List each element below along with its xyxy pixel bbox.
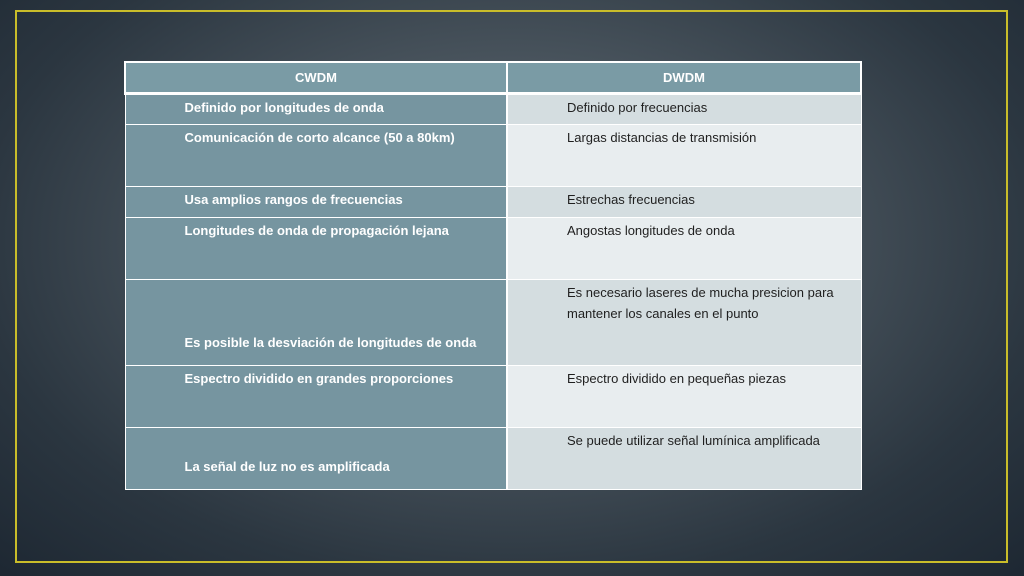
table-row (125, 428, 861, 490)
cwdm-cell: Longitudes de onda de propagación lejana (125, 218, 507, 280)
dwdm-cell: Largas distancias de transmisión (507, 125, 861, 187)
comparison-table (124, 61, 862, 490)
cwdm-cell: Espectro dividido en grandes proporciones (125, 366, 507, 428)
dwdm-cell: Es necesario laseres de mucha presicion para mantener los canales en el punto (507, 280, 861, 366)
dwdm-cell: Estrechas frecuencias (507, 187, 861, 218)
dwdm-cell: Se puede utilizar señal lumínica amplificada (507, 428, 861, 490)
table-row (125, 366, 861, 428)
cwdm-cell: Es posible la desviación de longitudes de onda (125, 280, 507, 366)
table-row (125, 218, 861, 280)
cwdm-cell: La señal de luz no es amplificada (125, 428, 507, 490)
cwdm-cell: Usa amplios rangos de frecuencias (125, 187, 507, 218)
dwdm-cell: Definido por frecuencias (507, 94, 861, 125)
table-header-row (125, 62, 861, 94)
table-row (125, 280, 861, 366)
table-row (125, 94, 861, 125)
column-header-dwdm: DWDM (507, 62, 861, 94)
table-row (125, 187, 861, 218)
dwdm-cell: Espectro dividido en pequeñas piezas (507, 366, 861, 428)
table-row (125, 125, 861, 187)
cwdm-cell: Comunicación de corto alcance (50 a 80km) (125, 125, 507, 187)
column-header-cwdm: CWDM (125, 62, 507, 94)
dwdm-cell: Angostas longitudes de onda (507, 218, 861, 280)
cwdm-cell: Definido por longitudes de onda (125, 94, 507, 125)
